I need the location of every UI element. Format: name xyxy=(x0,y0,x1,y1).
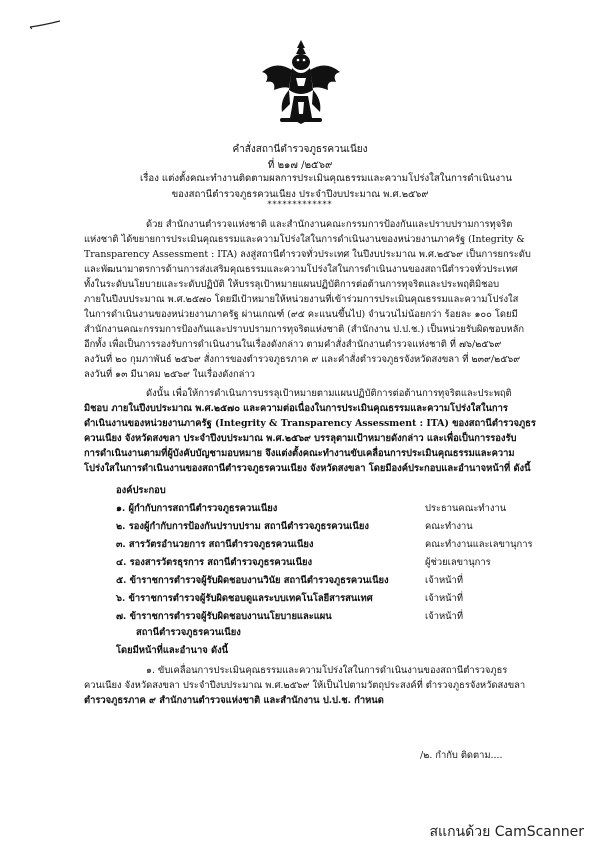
p1-line: Transparency Assessment : ITA) ลงสู่สถานีตำรวจทั่วประเทศ ในปีงบประมาณ พ.ศ.๒๕๖๙ เป็นการยกระดับ xyxy=(84,249,531,260)
p2-line: การดำเนินงานตามที่ผู้บังคับบัญชามอบหมาย จึงแต่งตั้งคณะทำงานขับเคลื่อนการประเมินคุณธรรมและความ xyxy=(84,448,515,459)
continuation-note: /๒. กำกับ ติดตาม.... xyxy=(420,750,503,761)
duty-line: ๑. ขับเคลื่อนการประเมินคุณธรรมและความโปร่งใสในการดำเนินงานของสถานีตำรวจภูธร xyxy=(146,665,508,676)
order-number: ที่ ๒๑๗ /๒๕๖๙ xyxy=(267,160,333,171)
composition-heading: องค์ประกอบ xyxy=(116,485,166,496)
member-role: เจ้าหน้าที่ xyxy=(425,575,463,586)
separator: ************* xyxy=(267,200,333,209)
member-role: เจ้าหน้าที่ xyxy=(425,593,463,604)
member-name: ๑. ผู้กำกับการสถานีตำรวจภูธรควนเนียง xyxy=(116,503,278,514)
p1-line: ด้วย สำนักงานตำรวจแห่งชาติ และสำนักงานคณะกรรมการป้องกันและปราบปรามการทุจริต xyxy=(146,219,513,230)
p2-line: มิชอบ ภายในปีงบประมาณ พ.ศ.๒๕๗๐ และความต่อเนื่องในการประเมินคุณธรรมและความโปร่งใสในการ xyxy=(84,403,508,414)
member-role: ผู้ช่วยเลขานุการ xyxy=(425,557,491,568)
duties-heading: โดยมีหน้าที่และอำนาจ ดังนี้ xyxy=(116,645,229,656)
camscanner-watermark: สแกนด้วย CamScanner xyxy=(429,824,584,840)
p1-line: และพัฒนามาตรการด้านการส่งเสริมคุณธรรมและความโปร่งใสในการดำเนินงานของสถานีตำรวจทั่วประเทศ xyxy=(84,264,518,275)
garuda-emblem-icon xyxy=(258,38,344,126)
member-role: เจ้าหน้าที่ xyxy=(425,611,463,622)
member-role: คณะทำงานและเลขานุการ xyxy=(425,539,533,550)
p1-line: อีกทั้ง เพื่อเป็นการรองรับการดำเนินงานในเรื่องดังกล่าว ตามคำสั่งสำนักงานตำรวจแห่งชาติ ที่ ๗๖/๒๕๖๙ xyxy=(84,339,502,350)
subject-line-2: ของสถานีตำรวจภูธรควนเนียง ประจำปีงบประมาณ พ.ศ.๒๕๖๙ xyxy=(171,189,429,200)
p1-line: ในการดำเนินงานของหน่วยงานภาครัฐ ผ่านเกณฑ์ (๙๕ คะแนนขึ้นไป) จำนวนไม่น้อยกว่า ร้อยละ ๑๐๐ โดยมี xyxy=(84,309,518,320)
p1-line: ทั้งในระดับนโยบายและระดับปฏิบัติ ให้บรรลุเป้าหมายแผนปฏิบัติการต่อต้านการทุจริตและประพฤติมิชอบ xyxy=(84,279,500,290)
member-name: ๓. สารวัตรอำนวยการ สถานีตำรวจภูธรควนเนียง xyxy=(116,539,314,550)
p1-line: ลงวันที่ ๑๓ มีนาคม ๒๕๖๙ ในเรื่องดังกล่าว xyxy=(84,369,255,380)
subject-line-1: เรื่อง แต่งตั้งคณะทำงานติดตามผลการประเมินคุณธรรมและความโปร่งใสในการดำเนินงาน xyxy=(140,173,512,184)
member-name: ๒. รองผู้กำกับการป้องกันปราบปราม สถานีตำรวจภูธรควนเนียง xyxy=(116,521,369,532)
pen-mark xyxy=(28,18,62,32)
p1-line: ลงวันที่ ๒๐ กุมภาพันธ์ ๒๕๖๙ สั่งการของตำรวจภูธรภาค ๙ และคำสั่งตำรวจภูธรจังหวัดสงขลา ที่ ๒๓๙/๒๕๖๙ xyxy=(84,354,521,365)
p1-line: แห่งชาติ ได้ขยายการประเมินคุณธรรมและความโปร่งใสในการดำเนินงานของหน่วยงานภาครัฐ (Integrity & xyxy=(84,234,525,245)
member-name: ๕. ข้าราชการตำรวจผู้รับผิดชอบงานวินัย สถานีตำรวจภูธรควนเนียง xyxy=(116,575,389,586)
p2-line: ดังนั้น เพื่อให้การดำเนินการบรรลุเป้าหมายตามแผนปฏิบัติการต่อต้านการทุจริตและประพฤติ xyxy=(146,388,512,399)
p1-line: สำนักงานคณะกรรมการป้องกันและปราบปรามการทุจริตแห่งชาติ (สำนักงาน ป.ป.ช.) เป็นหน่วยรับผิดชอบหลัก xyxy=(84,324,525,335)
member-role: ประธานคณะทำงาน xyxy=(425,503,507,514)
p2-line: ควนเนียง จังหวัดสงขลา ประจำปีงบประมาณ พ.ศ.๒๕๖๙ บรรลุตามเป้าหมายดังกล่าว และเพื่อเป็นการรองรับ xyxy=(84,433,517,444)
duty-line: ควนเนียง จังหวัดสงขลา ประจำปีงบประมาณ พ.ศ.๒๕๖๙ ให้เป็นไปตามวัตถุประสงค์ที่ ตำรวจภูธรจังหวัดสงขลา xyxy=(84,680,526,691)
member-7-continuation: สถานีตำรวจภูธรควนเนียง xyxy=(136,627,241,638)
p2-line: โปร่งใสในการดำเนินงานของสถานีตำรวจภูธรควนเนียง จังหวัดสงขลา โดยมีองค์ประกอบและอำนาจหน้าที่ ดังนี้ xyxy=(84,463,531,474)
member-name: ๗. ข้าราชการตำรวจผู้รับผิดชอบงานนโยบายและแผน xyxy=(116,611,332,622)
p2-line: ดำเนินงานของหน่วยงานภาครัฐ (Integrity & Transparency Assessment : ITA) ของสถานีตำรวจภูธร xyxy=(84,418,536,429)
order-title: คำสั่งสถานีตำรวจภูธรควนเนียง xyxy=(232,144,368,155)
member-role: คณะทำงาน xyxy=(425,521,473,532)
p1-line: ภายในปีงบประมาณ พ.ศ.๒๕๗๐ โดยมีเป้าหมายให้หน่วยงานที่เข้าร่วมการประเมินคุณธรรมและความโปร่งใส xyxy=(84,294,519,305)
duty-line: ตำรวจภูธรภาค ๙ สำนักงานตำรวจแห่งชาติ และสำนักงาน ป.ป.ช. กำหนด xyxy=(84,695,384,706)
member-name: ๖. ข้าราชการตำรวจผู้รับผิดชอบดูแลระบบเทคโนโลยีสารสนเทศ xyxy=(116,593,373,604)
member-name: ๔. รองสารวัตรธุรการ สถานีตำรวจภูธรควนเนียง xyxy=(116,557,313,568)
